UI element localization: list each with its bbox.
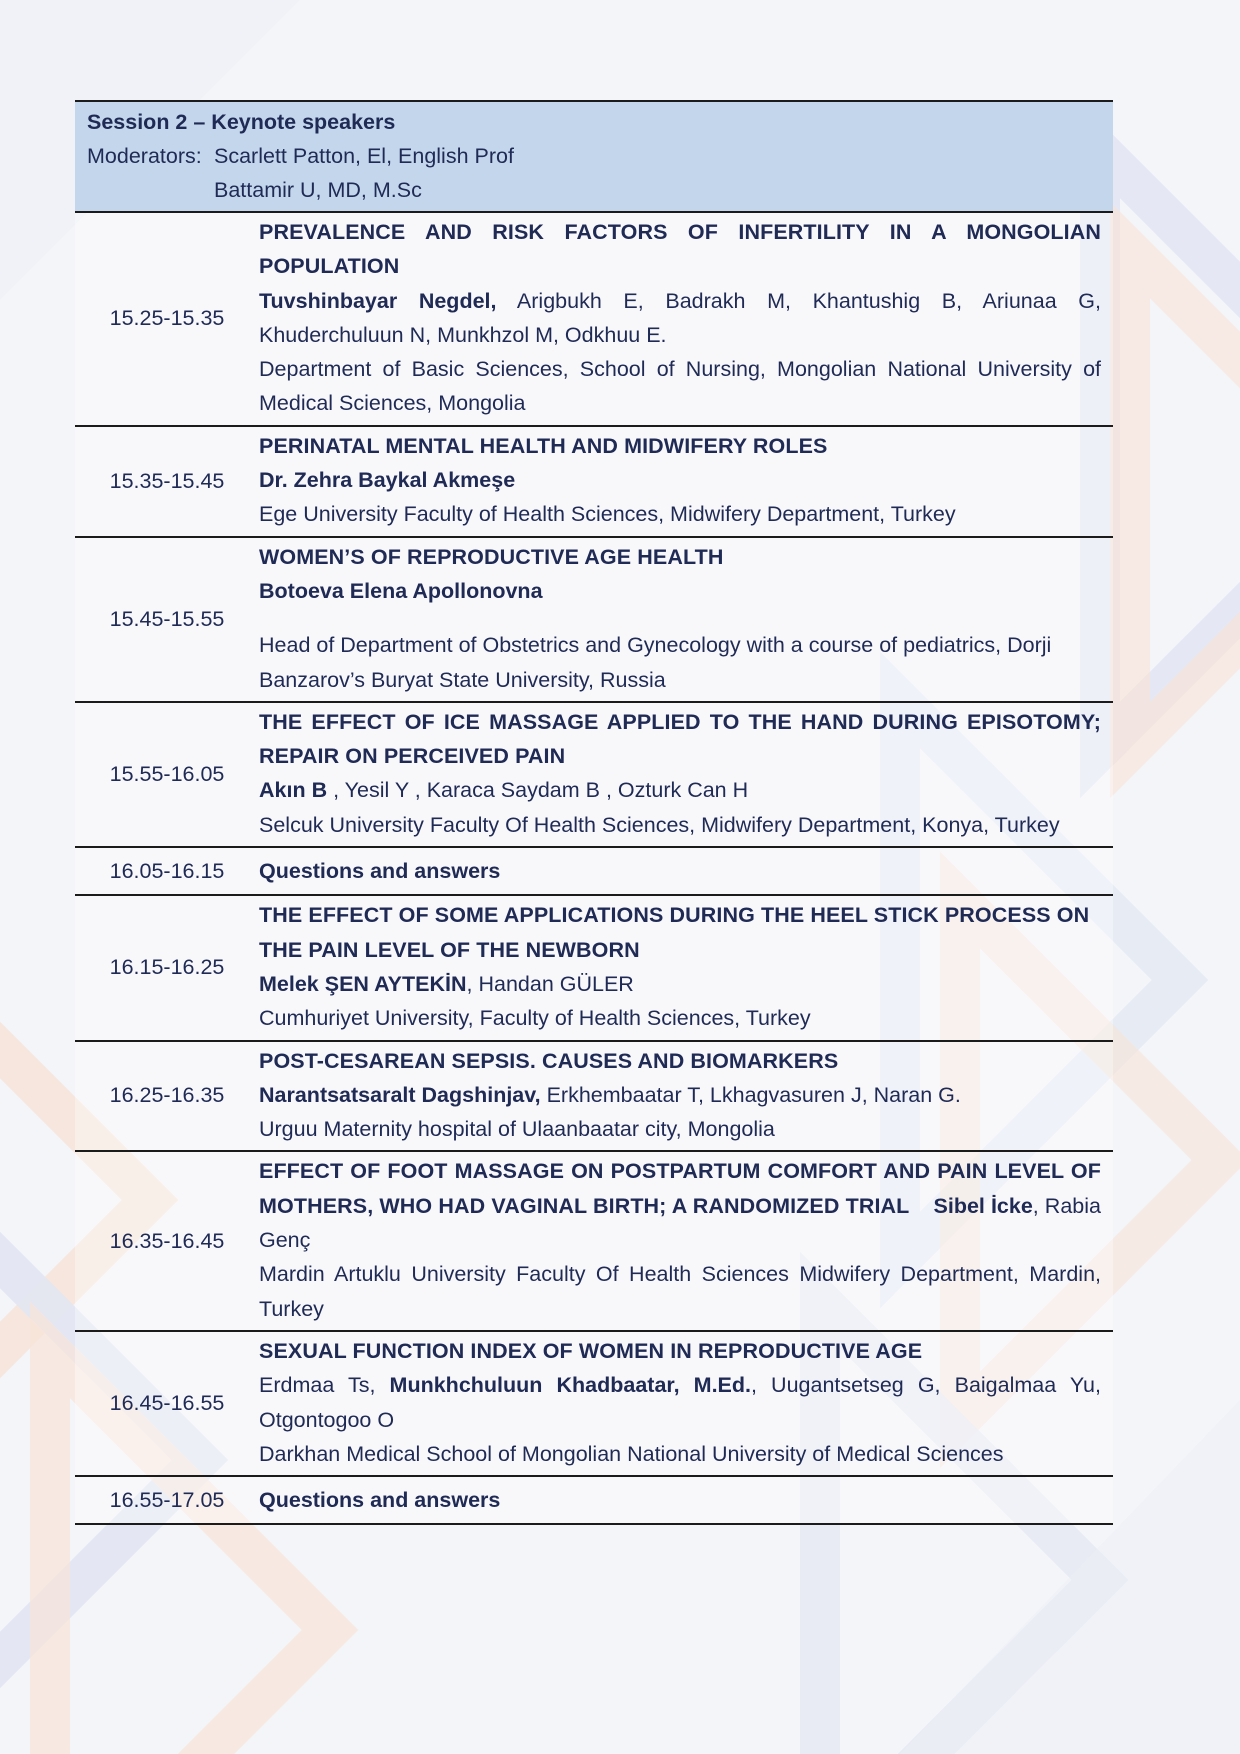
talk-details (259, 1042, 1113, 1151)
schedule-row (75, 425, 1113, 536)
time-slot: 16.15-16.25 (109, 955, 225, 980)
session-header (75, 100, 1113, 211)
talk-title: WOMEN’S OF REPRODUCTIVE AGE HEALTH (259, 544, 724, 569)
schedule-row-qa (75, 1475, 1113, 1525)
talk-authors (259, 574, 1101, 608)
lead-author: Sibel İcke (933, 1193, 1033, 1218)
talk-title: PREVALENCE AND RISK FACTORS OF INFERTILITY IN A MONGOLIAN POPULATION (259, 220, 1101, 279)
talk-details (259, 848, 1113, 894)
talk-authors (259, 463, 1101, 497)
talk-details (259, 1477, 1113, 1523)
schedule-row (75, 894, 1113, 1039)
first-authors: Erdmaa Ts, (259, 1373, 390, 1398)
talk-affiliation: Head of Department of Obstetrics and Gynecology with a course of pediatrics, Dorji Banzarov’s Buryat State University, Russia (259, 633, 1052, 692)
co-authors: , Uugantsetseg G, Baigalmaa Yu, Otgontogoo O (259, 1373, 1101, 1432)
talk-title: EFFECT OF FOOT MASSAGE ON POSTPARTUM COMFORT AND PAIN LEVEL OF MOTHERS, WHO HAD VAGINAL BIRTH; A RANDOMIZED TRIAL (259, 1159, 1101, 1218)
talk-affiliation: Cumhuriyet University, Faculty of Health Sciences, Turkey (259, 1006, 811, 1031)
talk-details (259, 427, 1113, 536)
session-schedule-table (75, 100, 1113, 1525)
schedule-row (75, 701, 1113, 846)
time-slot: 16.55-17.05 (109, 1487, 225, 1512)
talk-affiliation: Selcuk University Faculty Of Health Sciences, Midwifery Department, Konya, Turkey (259, 812, 1060, 837)
talk-details (259, 896, 1113, 1039)
talk-authors (259, 1368, 1101, 1437)
qa-label: Questions and answers (259, 1488, 501, 1513)
moderator-1: Scarlett Patton, El, English Prof (214, 144, 514, 168)
time-slot: 16.05-16.15 (109, 858, 225, 883)
talk-details (259, 1152, 1113, 1329)
talk-title: THE EFFECT OF ICE MASSAGE APPLIED TO THE HAND DURING EPISOTOMY; REPAIR ON PERCEIVED PAIN (259, 709, 1101, 769)
talk-title: SEXUAL FUNCTION INDEX OF WOMEN IN REPRODUCTIVE AGE (259, 1338, 923, 1363)
schedule-row (75, 536, 1113, 701)
co-authors: , Handan GÜLER (466, 971, 634, 996)
talk-details (259, 213, 1113, 425)
lead-author: Botoeva Elena Apollonovna (259, 578, 543, 603)
talk-details (259, 538, 1113, 701)
schedule-row-qa (75, 846, 1113, 894)
talk-details (259, 1332, 1113, 1475)
talk-affiliation: Ege University Faculty of Health Sciences, Midwifery Department, Turkey (259, 502, 956, 527)
co-authors: Erkhembaatar T, Lkhagvasuren J, Naran G. (540, 1082, 961, 1107)
talk-authors (259, 773, 1101, 807)
lead-author: Akın B (259, 778, 328, 803)
talk-authors (259, 967, 1101, 1001)
time-slot: 16.45-16.55 (109, 1391, 225, 1415)
session-title: Session 2 – Keynote speakers (87, 110, 396, 134)
spacer (259, 608, 1101, 628)
talk-title-and-authors (259, 1154, 1101, 1257)
talk-title: POST-CESAREAN SEPSIS. CAUSES AND BIOMARKERS (259, 1048, 839, 1073)
talk-affiliation: Mardin Artuklu University Faculty Of Health Sciences Midwifery Department, Mardin, Turkey (259, 1262, 1101, 1321)
time-slot: 15.45-15.55 (109, 606, 225, 631)
time-slot: 16.35-16.45 (109, 1228, 225, 1253)
talk-title: PERINATAL MENTAL HEALTH AND MIDWIFERY ROLES (259, 433, 828, 458)
co-authors: , Rabia Genç (259, 1193, 1101, 1253)
talk-title: THE EFFECT OF SOME APPLICATIONS DURING THE HEEL STICK PROCESS ON THE PAIN LEVEL OF THE NEWBORN (259, 903, 1090, 962)
schedule-row (75, 211, 1113, 425)
talk-affiliation: Darkhan Medical School of Mongolian National University of Medical Sciences (259, 1441, 1004, 1466)
lead-author: Melek ŞEN AYTEKİN (259, 971, 467, 996)
moderators-row (87, 139, 1101, 173)
talk-authors (259, 1078, 1101, 1112)
schedule-row (75, 1330, 1113, 1475)
moderator-2: Battamir U, MD, M.Sc (214, 178, 422, 202)
moderators-label: Moderators: (87, 144, 202, 168)
talk-details (259, 703, 1113, 846)
schedule-row (75, 1040, 1113, 1151)
time-slot: 15.35-15.45 (109, 468, 225, 493)
time-slot: 15.25-15.35 (109, 306, 225, 331)
talk-affiliation: Urguu Maternity hospital of Ulaanbaatar city, Mongolia (259, 1117, 775, 1142)
schedule-row (75, 1150, 1113, 1329)
talk-affiliation: Department of Basic Sciences, School of Nursing, Mongolian National University of Medical Sciences, Mongolia (259, 357, 1101, 416)
co-authors: , Yesil Y , Karaca Saydam B , Ozturk Can H (327, 778, 749, 803)
lead-author: Narantsatsaralt Dagshinjav, (259, 1082, 541, 1107)
talk-authors (259, 284, 1101, 353)
lead-author: Tuvshinbayar Negdel, (259, 288, 497, 313)
lead-author: Dr. Zehra Baykal Akmeşe (259, 468, 516, 493)
qa-label: Questions and answers (259, 859, 501, 884)
time-slot: 16.25-16.35 (109, 1083, 225, 1108)
lead-author: Munkhchuluun Khadbaatar, M.Ed. (389, 1373, 751, 1398)
co-authors: Arigbukh E, Badrakh M, Khantushig B, Ariunaa G, Khuderchuluun N, Munkhzol M, Odkhuu E. (259, 288, 1101, 347)
time-slot: 15.55-16.05 (109, 761, 225, 786)
